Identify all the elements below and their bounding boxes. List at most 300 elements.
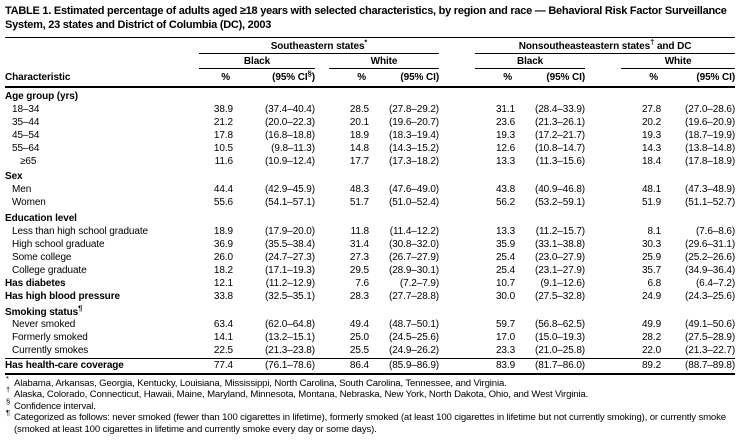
pct-value: 26.0 — [213, 251, 233, 263]
ci-value: (19.6–20.9) — [685, 116, 736, 128]
spacer — [315, 332, 329, 345]
ci-value: (18.3–19.4) — [388, 129, 440, 141]
spacer — [315, 54, 329, 69]
pct-value: 35.7 — [641, 264, 662, 276]
row-label — [5, 130, 195, 143]
row-label — [5, 252, 195, 265]
pct-value: 49.9 — [641, 319, 662, 331]
ci-value: (17.8–18.9) — [685, 155, 736, 167]
table-row — [5, 104, 735, 117]
spacer — [439, 184, 475, 197]
pct-value: 25.4 — [495, 251, 516, 263]
row-label-text: Currently smokes — [12, 345, 89, 357]
spacer — [439, 226, 475, 239]
pct-value: 23.6 — [495, 116, 516, 128]
ci-value: (17.1–19.3) — [264, 264, 315, 276]
pct-value: 35.9 — [495, 238, 516, 250]
region-header-nonsoutheastern — [475, 38, 735, 54]
footnote-text: Confidence interval. — [14, 400, 96, 412]
pct-value: 55.6 — [213, 197, 233, 209]
spacer — [439, 117, 475, 130]
row-label-text: Has diabetes — [5, 277, 66, 289]
table-row — [5, 252, 735, 265]
table-row — [5, 143, 735, 156]
pct-value: 89.2 — [621, 359, 661, 374]
spacer — [439, 345, 475, 358]
table-body — [5, 87, 735, 374]
spacer — [315, 117, 329, 130]
ci-value: (49.1–50.6) — [685, 319, 736, 331]
spacer — [315, 104, 329, 117]
row-label — [5, 156, 195, 169]
spacer — [439, 197, 475, 210]
pct-column-header: % — [621, 69, 661, 88]
pct-value: 14.1 — [213, 332, 233, 344]
table-row — [5, 359, 735, 374]
spacer — [439, 252, 475, 265]
row-label — [5, 104, 195, 117]
pct-value: 30.0 — [495, 290, 516, 302]
spacer — [585, 54, 621, 69]
table-header — [5, 38, 735, 88]
ci-value: (29.6–31.1) — [685, 238, 736, 250]
pct-value: 22.5 — [213, 345, 233, 357]
footnote: † Alaska, Colorado, Connecticut, Hawaii, Maine, Maryland, Minnesota, Montana, Nebraska, New York, North Dakota, Ohio, and West Virginia. — [6, 385, 589, 401]
pct-value: 27.8 — [641, 103, 662, 115]
spacer — [315, 291, 329, 304]
spacer — [585, 130, 621, 143]
spacer — [315, 226, 329, 239]
spacer — [315, 345, 329, 358]
section-label — [5, 168, 735, 184]
pct-value: 17.8 — [213, 129, 233, 141]
spacer — [439, 359, 475, 374]
spacer — [585, 319, 621, 332]
ci-value: (51.1–52.7) — [685, 197, 736, 209]
ci-value: (7.2–7.9) — [399, 277, 440, 289]
table-row — [5, 265, 735, 278]
brfss-table — [5, 37, 735, 375]
pct-value: 59.7 — [495, 319, 516, 331]
ci-value: (30.8–32.0) — [388, 238, 440, 250]
row-label — [5, 239, 195, 252]
spacer — [439, 130, 475, 143]
footnote: § Confidence interval. — [6, 396, 96, 412]
empty-cell — [5, 54, 195, 69]
ci-header-text: (95% CI — [546, 72, 582, 83]
ci-header-text: (95% CI — [272, 72, 308, 83]
footnote: * Alabama, Arkansas, Georgia, Kentucky, Louisiana, Mississippi, North Carolina, South Carolina, Tennessee, and Virginia. — [6, 374, 507, 390]
pct-value: 11.6 — [214, 155, 233, 167]
row-label — [5, 345, 195, 358]
ci-value: (17.2–21.7) — [534, 129, 586, 141]
row-label-text: Never smoked — [12, 319, 76, 331]
section-row — [5, 87, 735, 104]
pct-value: 14.3 — [641, 142, 662, 154]
spacer — [439, 54, 475, 69]
ci-value: (24.5–25.6) — [388, 332, 440, 344]
ci-header-text: ) — [435, 72, 440, 83]
pct-value: 51.7 — [349, 197, 369, 209]
ci-value: (47.3–48.9) — [685, 184, 736, 196]
spacer — [439, 278, 475, 291]
table-row — [5, 345, 735, 358]
spacer — [585, 226, 621, 239]
ci-value: (42.9–45.9) — [264, 184, 315, 196]
row-label — [5, 197, 195, 210]
row-label-text: Less than high school graduate — [12, 226, 148, 238]
pct-value: 28.5 — [349, 103, 369, 115]
table-row — [5, 226, 735, 239]
ci-value: (34.9–36.4) — [685, 264, 736, 276]
pct-value: 17.0 — [495, 332, 516, 344]
ci-value: (11.3–15.6) — [535, 155, 586, 167]
ci-value: (11.4–12.2) — [389, 226, 440, 238]
spacer — [585, 239, 621, 252]
pct-value: 6.8 — [647, 277, 662, 289]
row-label — [5, 265, 195, 278]
spacer — [315, 156, 329, 169]
section-row — [5, 210, 735, 226]
race-header-nse-white: White — [621, 54, 735, 69]
ci-value: (11.2–15.7) — [535, 226, 586, 238]
row-label-text: 45–54 — [12, 129, 40, 141]
pct-value: 25.9 — [641, 251, 662, 263]
spacer — [585, 252, 621, 265]
section-row — [5, 168, 735, 184]
pct-value: 19.3 — [641, 129, 662, 141]
characteristic-header: Characteristic — [5, 69, 195, 88]
ci-value: (32.5–35.1) — [264, 290, 315, 302]
pct-value: 48.1 — [641, 184, 662, 196]
region-header-row — [5, 38, 735, 54]
ci-value: (17.3–18.2) — [388, 155, 440, 167]
ci-value: (27.0–28.6) — [685, 103, 736, 115]
spacer — [315, 265, 329, 278]
row-label-text: Has high blood pressure — [5, 290, 120, 302]
ci-header-text: ) — [311, 72, 315, 83]
pct-value: 21.2 — [213, 116, 233, 128]
ci-value: (27.5–28.9) — [685, 332, 736, 344]
pct-value: 31.4 — [349, 238, 369, 250]
footnote-text: Alabama, Arkansas, Georgia, Kentucky, Louisiana, Mississippi, North Carolina, South Carolina, Tennessee, and Virginia. — [14, 378, 507, 390]
spacer — [585, 291, 621, 304]
pct-value: 51.9 — [641, 197, 662, 209]
ci-header-text: ) — [581, 72, 586, 83]
row-label — [5, 319, 195, 332]
ci-value: (21.3–23.8) — [264, 345, 315, 357]
ci-value: (26.7–27.9) — [388, 251, 440, 263]
pct-value: 18.4 — [641, 155, 662, 167]
row-label-text: Formerly smoked — [12, 332, 88, 344]
pct-value: 63.4 — [213, 319, 233, 331]
row-label-text: ≥65 — [20, 155, 37, 167]
spacer — [315, 278, 329, 291]
row-label — [5, 332, 195, 345]
ci-value: (25.2–26.6) — [685, 251, 736, 263]
spacer — [315, 184, 329, 197]
spacer — [315, 319, 329, 332]
footnote-marker: ¶ — [78, 303, 83, 313]
pct-value: 10.5 — [213, 142, 233, 154]
row-label — [5, 278, 195, 291]
pct-value: 25.5 — [349, 345, 369, 357]
spacer — [585, 265, 621, 278]
spacer — [315, 359, 329, 374]
spacer — [439, 69, 475, 88]
footnote: ¶ Categorized as follows: never smoked (fewer than 100 cigarettes in lifetime), formerly smoked (at least 100 cigarettes in lifetime but not currently smoking), or currently smoke (smoked at least 100 cigarettes in lifetime and currently smoke every day or some days). — [6, 408, 726, 435]
spacer — [439, 143, 475, 156]
region-header-southeastern — [199, 38, 439, 54]
ci-value: (23.0–27.9) — [534, 251, 586, 263]
empty-cell — [5, 38, 195, 54]
ci-value: (85.9–86.9) — [369, 359, 439, 374]
pct-column-header: % — [329, 69, 369, 88]
table-row — [5, 239, 735, 252]
pct-value: 33.8 — [213, 290, 233, 302]
ci-column-header — [515, 69, 585, 88]
pct-value: 25.4 — [495, 264, 516, 276]
section-row — [5, 304, 735, 320]
spacer — [585, 359, 621, 374]
pct-value: 56.2 — [495, 197, 516, 209]
table-row — [5, 184, 735, 197]
pct-value: 86.4 — [329, 359, 369, 374]
pct-value: 8.1 — [647, 226, 662, 238]
ci-value: (51.0–52.4) — [388, 197, 440, 209]
spacer — [439, 265, 475, 278]
ci-value: (27.8–29.2) — [388, 103, 440, 115]
pct-value: 29.5 — [349, 264, 369, 276]
row-label — [5, 143, 195, 156]
section-label — [5, 304, 735, 320]
pct-value: 24.9 — [641, 290, 662, 302]
table-row — [5, 197, 735, 210]
row-label-text: Women — [12, 197, 46, 209]
ci-value: (20.0–22.3) — [264, 116, 315, 128]
row-label — [5, 117, 195, 130]
pct-value: 83.9 — [475, 359, 515, 374]
spacer — [585, 104, 621, 117]
ci-column-header — [661, 69, 735, 88]
pct-value: 44.4 — [213, 184, 233, 196]
ci-value: (24.7–27.3) — [264, 251, 315, 263]
pct-value: 48.3 — [349, 184, 369, 196]
race-header-nse-black: Black — [475, 54, 585, 69]
ci-value: (10.8–14.7) — [534, 142, 586, 154]
ci-value: (14.3–15.2) — [388, 142, 440, 154]
table-row — [5, 319, 735, 332]
ci-value: (21.3–26.1) — [534, 116, 586, 128]
pct-value: 27.3 — [349, 251, 369, 263]
footnotes — [5, 374, 737, 435]
spacer — [585, 278, 621, 291]
spacer — [585, 156, 621, 169]
region-label: Nonsoutheasteastern states — [518, 41, 651, 52]
spacer — [585, 143, 621, 156]
ci-header-text: (95% CI — [400, 72, 436, 83]
spacer — [315, 130, 329, 143]
pct-value: 7.6 — [355, 277, 369, 289]
ci-value: (6.4–7.2) — [695, 277, 736, 289]
spacer — [315, 239, 329, 252]
pct-value: 49.4 — [349, 319, 369, 331]
ci-value: (28.9–30.1) — [388, 264, 440, 276]
pct-value: 19.3 — [495, 129, 516, 141]
race-header-se-black: Black — [199, 54, 315, 69]
pct-value: 12.1 — [213, 277, 233, 289]
pct-column-header: % — [199, 69, 233, 88]
ci-value: (9.1–12.6) — [540, 277, 586, 289]
race-header-row — [5, 54, 735, 69]
ci-value: (19.6–20.7) — [388, 116, 440, 128]
table-row — [5, 117, 735, 130]
section-label — [5, 87, 735, 104]
row-label-text: 55–64 — [12, 142, 40, 154]
spacer — [439, 319, 475, 332]
spacer — [585, 345, 621, 358]
table-row — [5, 130, 735, 143]
row-label-text: College graduate — [12, 264, 87, 276]
row-label-text: Men — [12, 184, 32, 196]
pct-column-header: % — [475, 69, 515, 88]
ci-value: (48.7–50.1) — [388, 319, 440, 331]
pct-value: 13.3 — [495, 155, 516, 167]
pct-value: 36.9 — [213, 238, 233, 250]
spacer — [439, 38, 475, 54]
pct-value: 18.9 — [349, 129, 369, 141]
table-title: TABLE 1. Estimated percentage of adults aged ≥18 years with selected characteristics, by region and race — Behavioral Risk Factor Surveillance System, 23 states and District of Columbia (DC), 2003 — [5, 5, 727, 31]
pct-value: 14.8 — [349, 142, 369, 154]
pct-value: 30.3 — [641, 238, 662, 250]
ci-value: (17.9–20.0) — [264, 226, 315, 238]
ci-column-header — [369, 69, 439, 88]
ci-header-text: (95% CI — [696, 72, 732, 83]
row-label — [5, 226, 195, 239]
ci-value: (53.2–59.1) — [534, 197, 586, 209]
spacer — [585, 184, 621, 197]
ci-value: (10.9–12.4) — [264, 155, 315, 167]
row-label — [5, 184, 195, 197]
section-label-text: Smoking status — [5, 306, 79, 318]
pct-value: 20.2 — [641, 116, 662, 128]
pct-value: 23.3 — [495, 345, 516, 357]
spacer — [439, 104, 475, 117]
spacer — [585, 69, 621, 88]
pct-value: 17.7 — [349, 155, 369, 167]
ci-value: (27.5–32.8) — [534, 290, 586, 302]
ci-value: (15.0–19.3) — [534, 332, 586, 344]
pct-value: 31.1 — [495, 103, 516, 115]
ci-value: (23.1–27.9) — [534, 264, 586, 276]
ci-value: (35.5–38.4) — [264, 238, 315, 250]
footnote-text: Categorized as follows: never smoked (fewer than 100 cigarettes in lifetime), formerly smoked (at least 100 cigarettes in lifetime but not currently smoking), or currently smoke (smoked at least 100 cigarettes in lifetime and currently smoke every day or some days). — [14, 412, 726, 435]
ci-value: (21.3–22.7) — [685, 345, 736, 357]
pct-value: 18.9 — [213, 226, 233, 238]
spacer — [439, 291, 475, 304]
spacer — [439, 332, 475, 345]
table-row — [5, 156, 735, 169]
ci-value: (24.3–25.6) — [685, 290, 736, 302]
row-label-text: Some college — [12, 251, 72, 263]
ci-value: (21.0–25.8) — [534, 345, 586, 357]
region-label: Southeastern states — [270, 41, 365, 52]
pct-value: 22.0 — [641, 345, 662, 357]
row-label — [5, 291, 195, 304]
row-label — [5, 359, 195, 374]
race-header-se-white: White — [329, 54, 439, 69]
ci-value: (54.1–57.1) — [264, 197, 315, 209]
footnote-marker: * — [364, 37, 368, 47]
row-label-text: 35–44 — [12, 116, 40, 128]
spacer — [585, 117, 621, 130]
ci-value: (56.8–62.5) — [534, 319, 586, 331]
ci-value: (18.7–19.9) — [685, 129, 736, 141]
spacer — [439, 156, 475, 169]
ci-value: (40.9–46.8) — [534, 184, 586, 196]
section-label — [5, 210, 735, 226]
ci-value: (11.2–12.9) — [265, 277, 315, 289]
pct-value: 12.6 — [495, 142, 516, 154]
ci-header-text: ) — [731, 72, 736, 83]
section-label-text: Sex — [5, 171, 23, 183]
spacer — [315, 197, 329, 210]
row-label-text: 18–34 — [12, 103, 40, 115]
ci-value: (27.7–28.8) — [388, 290, 440, 302]
spacer — [315, 252, 329, 265]
ci-value: (24.9–26.2) — [388, 345, 440, 357]
ci-value: (81.7–86.0) — [515, 359, 585, 374]
ci-value: (13.2–15.1) — [264, 332, 315, 344]
table-row — [5, 332, 735, 345]
pct-value: 10.7 — [495, 277, 516, 289]
pct-value: 28.3 — [349, 290, 369, 302]
footnote-marker: § — [307, 68, 312, 78]
ci-value: (37.4–40.4) — [264, 103, 315, 115]
ci-value: (88.7–89.8) — [661, 359, 735, 374]
pct-value: 20.1 — [349, 116, 369, 128]
spacer — [439, 239, 475, 252]
region-label-suffix: and DC — [654, 41, 692, 52]
ci-value: (62.0–64.8) — [264, 319, 315, 331]
footnote-marker: † — [650, 37, 655, 47]
footnote-text: Alaska, Colorado, Connecticut, Hawaii, Maine, Maryland, Minnesota, Montana, Nebraska, New York, North Dakota, Ohio, and West Virginia. — [14, 389, 589, 401]
ci-value: (7.6–8.6) — [695, 226, 736, 238]
ci-value: (33.1–38.8) — [534, 238, 586, 250]
row-label-text: High school graduate — [12, 238, 105, 250]
spacer — [315, 69, 329, 88]
ci-value: (28.4–33.9) — [534, 103, 586, 115]
pct-value: 77.4 — [199, 359, 233, 374]
row-label-text: Has health-care coverage — [5, 360, 124, 372]
pct-value: 28.2 — [641, 332, 662, 344]
spacer — [585, 197, 621, 210]
table-row — [5, 278, 735, 291]
ci-value: (76.1–78.6) — [233, 359, 315, 374]
section-label-text: Age group (yrs) — [5, 91, 78, 102]
pct-value: 25.0 — [349, 332, 369, 344]
ci-value: (47.6–49.0) — [388, 184, 440, 196]
pct-value: 11.8 — [350, 226, 369, 238]
spacer — [315, 143, 329, 156]
table-row — [5, 291, 735, 304]
section-label-text: Education level — [5, 213, 77, 225]
pct-value: 18.2 — [213, 264, 233, 276]
ci-value: (16.8–18.8) — [264, 129, 315, 141]
column-header-row — [5, 69, 735, 88]
pct-value: 43.8 — [495, 184, 516, 196]
ci-column-header — [233, 69, 315, 88]
